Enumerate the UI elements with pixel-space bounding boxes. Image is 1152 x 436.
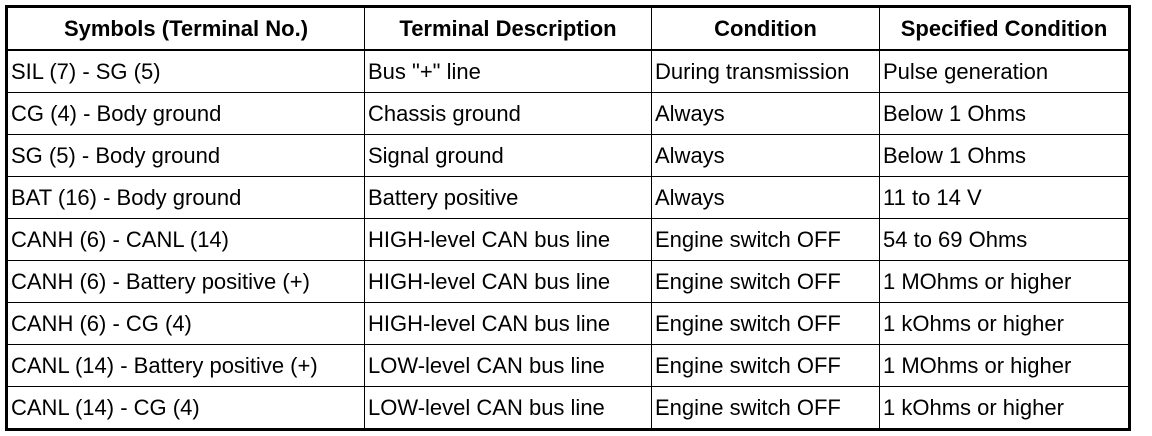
table-header (7, 7, 1130, 51)
cell-terminal-description: HIGH-level CAN bus line (365, 303, 652, 345)
header-row (7, 7, 1130, 51)
table-row (7, 177, 1130, 219)
cell-symbols: CANL (14) - CG (4) (7, 387, 365, 430)
cell-terminal-description: LOW-level CAN bus line (365, 387, 652, 430)
cell-condition: Engine switch OFF (652, 261, 880, 303)
cell-specified-condition: Below 1 Ohms (880, 93, 1130, 135)
cell-specified-condition: 1 kOhms or higher (880, 303, 1130, 345)
cell-terminal-description: LOW-level CAN bus line (365, 345, 652, 387)
table-row (7, 135, 1130, 177)
cell-symbols: CANL (14) - Battery positive (+) (7, 345, 365, 387)
cell-condition: Engine switch OFF (652, 219, 880, 261)
cell-terminal-description: HIGH-level CAN bus line (365, 219, 652, 261)
cell-symbols: CANH (6) - Battery positive (+) (7, 261, 365, 303)
cell-symbols: CANH (6) - CANL (14) (7, 219, 365, 261)
cell-terminal-description: HIGH-level CAN bus line (365, 261, 652, 303)
cell-specified-condition: 54 to 69 Ohms (880, 219, 1130, 261)
cell-terminal-description: Bus "+" line (365, 50, 652, 93)
cell-specified-condition: 1 MOhms or higher (880, 345, 1130, 387)
cell-condition: Engine switch OFF (652, 303, 880, 345)
table-row (7, 303, 1130, 345)
cell-condition: Always (652, 177, 880, 219)
header-condition: Condition (652, 7, 880, 51)
cell-specified-condition: Below 1 Ohms (880, 135, 1130, 177)
cell-symbols: SIL (7) - SG (5) (7, 50, 365, 93)
cell-condition: During transmission (652, 50, 880, 93)
cell-condition: Engine switch OFF (652, 345, 880, 387)
cell-symbols: SG (5) - Body ground (7, 135, 365, 177)
header-specified-condition: Specified Condition (880, 7, 1130, 51)
cell-terminal-description: Signal ground (365, 135, 652, 177)
table-body (7, 50, 1130, 430)
table-row (7, 219, 1130, 261)
cell-specified-condition: 11 to 14 V (880, 177, 1130, 219)
cell-symbols: CG (4) - Body ground (7, 93, 365, 135)
cell-condition: Always (652, 93, 880, 135)
cell-terminal-description: Chassis ground (365, 93, 652, 135)
table-row (7, 93, 1130, 135)
header-symbols: Symbols (Terminal No.) (7, 7, 365, 51)
table-row (7, 50, 1130, 93)
cell-symbols: CANH (6) - CG (4) (7, 303, 365, 345)
cell-symbols: BAT (16) - Body ground (7, 177, 365, 219)
cell-condition: Always (652, 135, 880, 177)
cell-specified-condition: 1 MOhms or higher (880, 261, 1130, 303)
cell-condition: Engine switch OFF (652, 387, 880, 430)
header-terminal-description: Terminal Description (365, 7, 652, 51)
table-row (7, 345, 1130, 387)
cell-specified-condition: 1 kOhms or higher (880, 387, 1130, 430)
cell-terminal-description: Battery positive (365, 177, 652, 219)
table-row (7, 261, 1130, 303)
cell-specified-condition: Pulse generation (880, 50, 1130, 93)
terminal-table-container (5, 5, 1131, 431)
table-row (7, 387, 1130, 430)
terminal-spec-table (5, 5, 1131, 431)
